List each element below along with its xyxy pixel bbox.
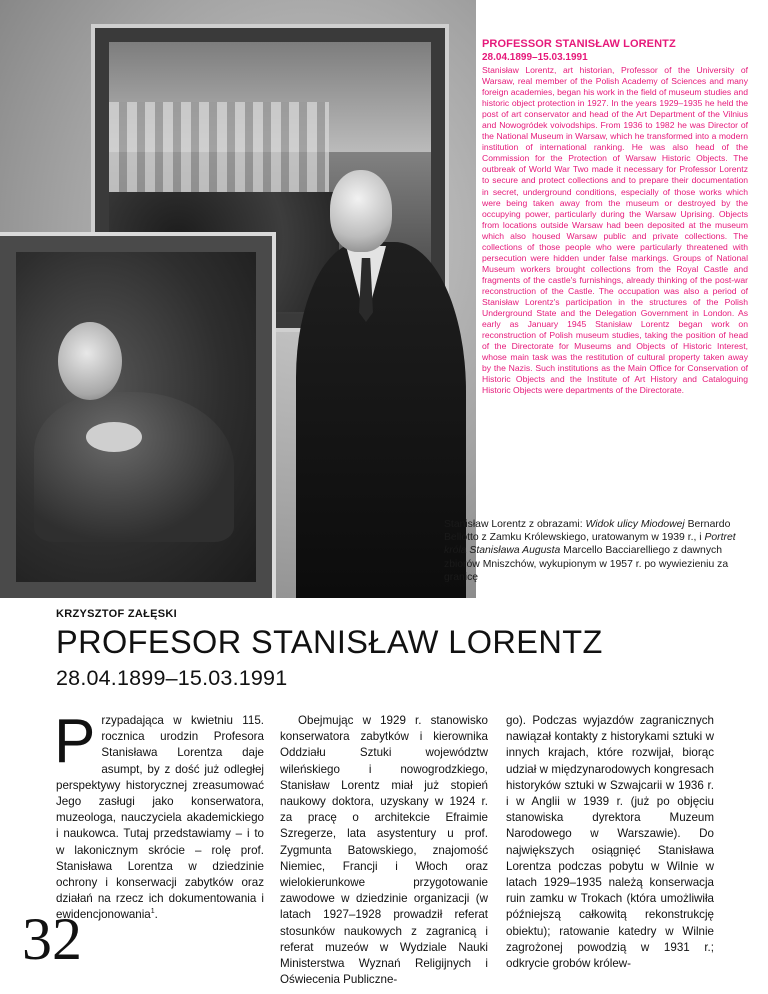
body-column-2: Obejmując w 1929 r. stanowisko konserwatora zabytków i kierownika Oddziału Sztuki województw wileńskiego i nowogrodzkiego, Stanisław Lorentz miał już stopień naukowy doktora, uzyskany w 1924 r. za pracę o architekcie Efraimie Szregerze, lata asystentury u prof. Zygmunta Batowskiego, znajomość Niemiec, Francji i Włoch oraz wielokierunkowe przygotowanie zawodowe w dziedzinie organizacji (w latach 1927–1928 prowadził referat stosunków naukowych z zagranicą i referat muzeów w Wydziale Nauki Ministerstwa Wyznań Religijnych i Oświecenia Publiczne-	[280, 714, 488, 987]
sidebar-title: PROFESSOR STANISŁAW LORENTZ	[482, 38, 676, 50]
page-number: 32	[22, 906, 82, 972]
caption-painting-title-2: Portret króla Stanisława Augusta	[444, 532, 736, 557]
sidebar-text: Stanisław Lorentz, art historian, Professor of the University of Warsaw, real member of the Polish Academy of Sciences and many foreign academies, began his work in the field of museum studies and historic object protection in 1927. In the years 1929–1935 he held the post of art conservator and head of the Art Department of the Vilnius and Nowogródek voivodships. From 1936 to 1982 he was Director of the National Museum in Warsaw, which he transformed into a modern institution of international ranking. He was also head of the Commission for the Protection of Warsaw Historic Objects. The outbreak of World War Two made it necessary for Professor Lorentz to secure and protect collections and to prepare their documentation in secret, underground conditions, especially of those works which were being taken away from the museum or destroyed by the occupying power, particularly during the Warsaw Uprising. Objects from locations outside Warsaw had been deposited at the museum which also housed Warsaw public and private collections. The collections of those people who were particularly threatened with persecution were hidden under false markings. Groups of National Museum workers brought collections from the Royal Castle and fragments of the castle's furnishings, already thinking of the post-war reconstruction of the Castle. The occupation was also a period of Stanisław Lorentz's participation in the structures of the Polish Underground State and the Delegation Government in London. As early as January 1945 Stanisław Lorentz began work on reconstruction of Polish museum studies, taking the position of head of the Directorate for Museums and Objects of Historic Interest, whose main task was the restitution of cultural property taken away by the Nazis. Such institutions as the Main Office for Conservation of Historic Objects and the Institute of Art History and Cataloguing Historic Objects were departments of the Directorate.	[482, 65, 748, 396]
body-column-1: Przypadająca w kwietniu 115. rocznica urodzin Profesora Stanisława Lorentza daje asumpt, by z dość już odległej perspektywy historycznej zreasumować Jego zasługi jako konserwatora, muzeologa, nauczyciela akademickiego i naukowca. Tutaj przedstawiamy – i to w lakonicznym skrócie – rolę prof. Stanisława Lorentza w dziedzinie ochrony i konserwacji zabytków oraz działań na rzecz ich dokumentowania i ewidencjonowania$^1$.	[54, 707, 264, 922]
caption-painting-title-1: Widok ulicy Miodowej	[585, 519, 685, 530]
author-name: KRZYSZTOF ZAŁĘSKI	[56, 608, 178, 620]
sidebar-dates: 28.04.1899–15.03.1991	[482, 52, 588, 63]
body-column-3: go). Podczas wyjazdów zagranicznych nawiązał kontakty z historykami sztuki w innych krajach, które rozwijał, biorąc udział w międzynarodowych kongresach historyków sztuki w Szwajcarii w 1936 r. i w Anglii w 1939 r. (już po objęciu stanowiska dyrektora Muzeum Narodowego w Warszawie). Do największych osiągnięć Stanisława Lorentza podczas pobytu w Wilnie w latach 1929–1935 należą konserwacja ruin zamku w Trokach (która umożliwiła późniejszą całkowitą rekonstrukcję obiektu); ratowanie katedry w Wilnie zagrożonej powodzią w 1931 r.; odkrycie grobów królew-	[506, 714, 714, 971]
article-title: PROFESOR STANISŁAW LORENTZ	[56, 624, 603, 660]
drop-cap: P	[54, 707, 96, 776]
painting-king-portrait	[0, 236, 272, 598]
footnote-ref: 1	[150, 908, 155, 916]
photograph-lorentz-with-paintings	[0, 0, 476, 598]
english-summary-sidebar	[482, 38, 748, 396]
article-dates: 28.04.1899–15.03.1991	[56, 666, 288, 690]
photo-caption: Stanisław Lorentz z obrazami: Widok ulicy Miodowej Bernardo Bellotto z Zamku Królewskiego, uratowanym w 1939 r., i Portret króla Stanisława Augusta Marcello Bacciarelliego z dawnych zbiorów Mniszchów, wykupionym w 1957 r. po wywiezieniu za granicę	[444, 519, 736, 583]
